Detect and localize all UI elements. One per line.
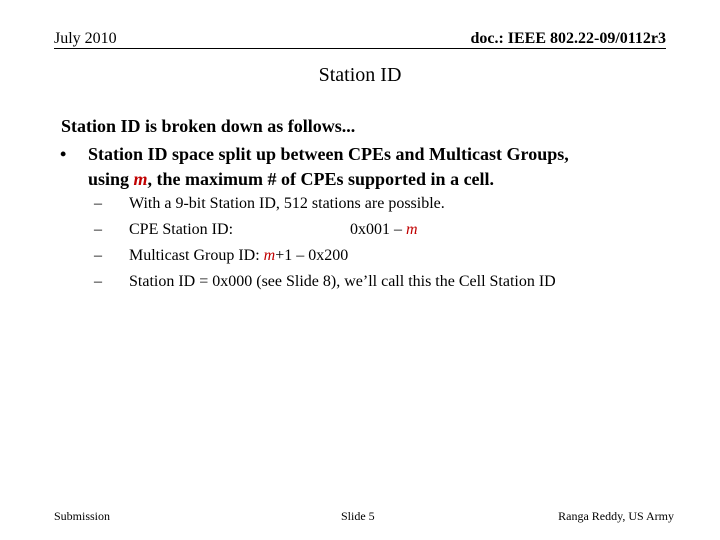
intro-text: Station ID is broken down as follows... — [61, 116, 356, 136]
footer-author: Ranga Reddy, US Army — [558, 509, 674, 523]
header-rule — [54, 48, 666, 49]
sub-bullet-dash: – — [94, 273, 102, 290]
sub-bullet-dash: – — [94, 221, 102, 238]
variable-m: m — [263, 247, 276, 264]
bullet-line-2-post: , the maximum # of CPEs supported in a cell. — [147, 169, 495, 189]
sub-bullet-dash: – — [94, 195, 102, 212]
footer-submission: Submission — [54, 509, 111, 523]
sub-bullet-dash: – — [94, 247, 102, 264]
footer-slide-number: Slide 5 — [341, 509, 375, 523]
bullet-line-2-pre: using — [88, 169, 134, 189]
variable-m: m — [406, 221, 418, 238]
slide-title: Station ID — [318, 64, 402, 86]
sub-bullet-1: With a 9-bit Station ID, 512 stations are possible. — [129, 195, 445, 212]
variable-m: m — [133, 169, 148, 189]
bullet-dot-icon: • — [60, 144, 67, 164]
header-date: July 2010 — [54, 30, 117, 47]
bullet-line-2 — [88, 169, 494, 190]
sub-bullet-2-value — [350, 221, 418, 239]
bullet-line-1: Station ID space split up between CPEs and Multicast Groups, — [88, 144, 569, 164]
sub-bullet-2-label: CPE Station ID: — [129, 221, 234, 238]
multicast-range: +1 – 0x200 — [275, 247, 349, 264]
sub-bullet-3 — [129, 247, 348, 265]
cpe-range-start: 0x001 – — [350, 221, 406, 238]
sub-bullet-4: Station ID = 0x000 (see Slide 8), we’ll call this the Cell Station ID — [129, 273, 556, 290]
multicast-label: Multicast Group ID: — [129, 247, 264, 264]
header-doc-id: doc.: IEEE 802.22-09/0112r3 — [470, 30, 666, 47]
